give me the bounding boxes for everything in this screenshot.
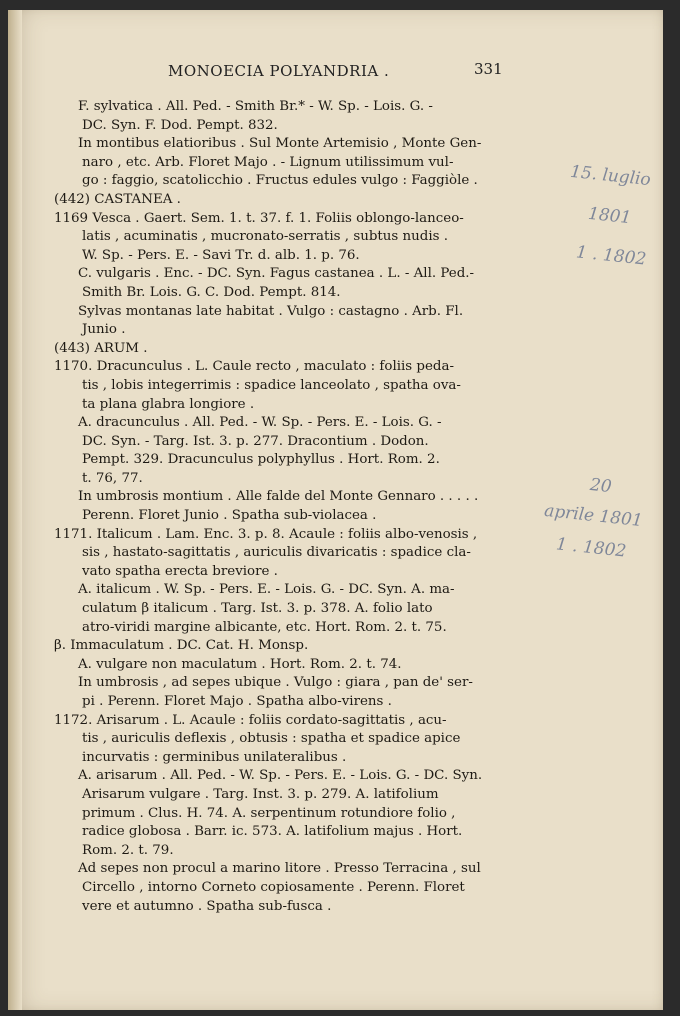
text-line: tis , auriculis deflexis , obtusis : spatha et spadice apice (82, 731, 461, 747)
text-line: incurvatis : germinibus unilateralibus . (82, 749, 347, 765)
text-line: DC. Syn. - Targ. Ist. 3. p. 277. Dracontium . Dodon. (82, 433, 429, 449)
handwritten-note: 1801 (587, 203, 633, 229)
text-line: Perenn. Floret Junio . Spatha sub-violacea . (82, 508, 377, 524)
text-line: culatum β italicum . Targ. Ist. 3. p. 378. A. folio lato (82, 601, 433, 617)
text-line: β. Immaculatum . DC. Cat. H. Monsp. (54, 638, 309, 654)
text-line: 1170. Dracunculus . L. Caule recto , maculato : foliis peda- (54, 359, 454, 375)
text-line: atro-viridi margine albicante, etc. Hort. Rom. 2. t. 75. (82, 619, 447, 635)
page-number: 331 (474, 60, 503, 78)
genus-heading: (443) ARUM . (54, 340, 148, 356)
text-line: Arisarum vulgare . Targ. Inst. 3. p. 279. A. latifolium (82, 786, 439, 802)
genus-heading: (442) CASTANEA . (54, 191, 181, 207)
text-line: latis , acuminatis , mucronato-serratis , subtus nudis . (82, 229, 449, 245)
text-line: In umbrosis , ad sepes ubique . Vulgo : giara , pan de' ser- (78, 675, 473, 691)
text-line: A. vulgare non maculatum . Hort. Rom. 2. t. 74. (78, 656, 402, 672)
text-line: primum . Clus. H. 74. A. serpentinum rotundiore folio , (82, 805, 456, 821)
text-line: Smith Br. Lois. G. C. Dod. Pempt. 814. (82, 284, 341, 300)
text-line: 1171. Italicum . Lam. Enc. 3. p. 8. Acaule : foliis albo-venosis , (54, 526, 478, 542)
text-line: DC. Syn. F. Dod. Pempt. 832. (82, 117, 278, 133)
text-line: Rom. 2. t. 79. (82, 842, 174, 858)
text-line: A. italicum . W. Sp. - Pers. E. - Lois. G. - DC. Syn. A. ma- (78, 582, 455, 598)
text-body (54, 98, 532, 916)
text-line: sis , hastato-sagittatis , auriculis divaricatis : spadice cla- (82, 545, 471, 561)
handwritten-note: 1 . 1802 (575, 242, 648, 270)
handwritten-note: 15. luglio (569, 161, 652, 191)
text-line: ta plana glabra longiore . (82, 396, 255, 412)
text-line: pi . Perenn. Floret Majo . Spatha albo-virens . (82, 694, 392, 709)
text-line: 1169 Vesca . Gaert. Sem. 1. t. 37. f. 1. Foliis oblongo-lanceo- (54, 210, 464, 226)
text-line: F. sylvatica . All. Ped. - Smith Br.* - W. Sp. - Lois. G. - (78, 99, 433, 114)
text-line: go : faggio, scatolicchio . Fructus edules vulgo : Faggiòle . (82, 173, 478, 189)
text-line: In umbrosis montium . Alle falde del Monte Gennaro . . . . . (78, 489, 479, 505)
text-line: vato spatha erecta breviore . (82, 563, 278, 579)
text-line: A. dracunculus . All. Ped. - W. Sp. - Pers. E. - Lois. G. - (78, 415, 442, 431)
text-line: C. vulgaris . Enc. - DC. Syn. Fagus castanea . L. - All. Ped.- (78, 266, 475, 282)
text-line: Sylvas montanas late habitat . Vulgo : castagno . Arb. Fl. (78, 303, 464, 319)
running-header: MONOECIA POLYANDRIA . (168, 62, 390, 80)
text-line: 1172. Arisarum . L. Acaule : foliis cordato-sagittatis , acu- (54, 712, 447, 728)
handwritten-note: 1 . 1802 (555, 534, 628, 562)
text-line: Pempt. 329. Dracunculus polyphyllus . Hort. Rom. 2. (82, 452, 440, 468)
book-page (8, 10, 663, 1010)
text-line: t. 76, 77. (82, 470, 143, 486)
text-line: radice globosa . Barr. ic. 573. A. latifolium majus . Hort. (82, 824, 463, 840)
text-line: W. Sp. - Pers. E. - Savi Tr. d. alb. 1. p. 76. (82, 247, 360, 263)
text-line: Junio . (82, 322, 126, 338)
text-line: naro , etc. Arb. Floret Majo . - Lignum utilissimum vul- (82, 154, 454, 170)
handwritten-note: aprile 1801 (543, 500, 644, 532)
text-line: In montibus elatioribus . Sul Monte Artemisio , Monte Gen- (78, 136, 482, 152)
text-line: tis , lobis integerrimis : spadice lanceolato , spatha ova- (82, 377, 461, 393)
text-line: A. arisarum . All. Ped. - W. Sp. - Pers. E. - Lois. G. - DC. Syn. (78, 768, 483, 784)
text-line: Ad sepes non procul a marino litore . Presso Terracina , sul (78, 861, 481, 877)
text-line: vere et autumno . Spatha sub-fusca . (82, 898, 332, 914)
handwritten-note: 20 (589, 474, 613, 498)
page-gutter (8, 10, 22, 1010)
text-line: Circello , intorno Corneto copiosamente . Perenn. Floret (82, 879, 465, 895)
